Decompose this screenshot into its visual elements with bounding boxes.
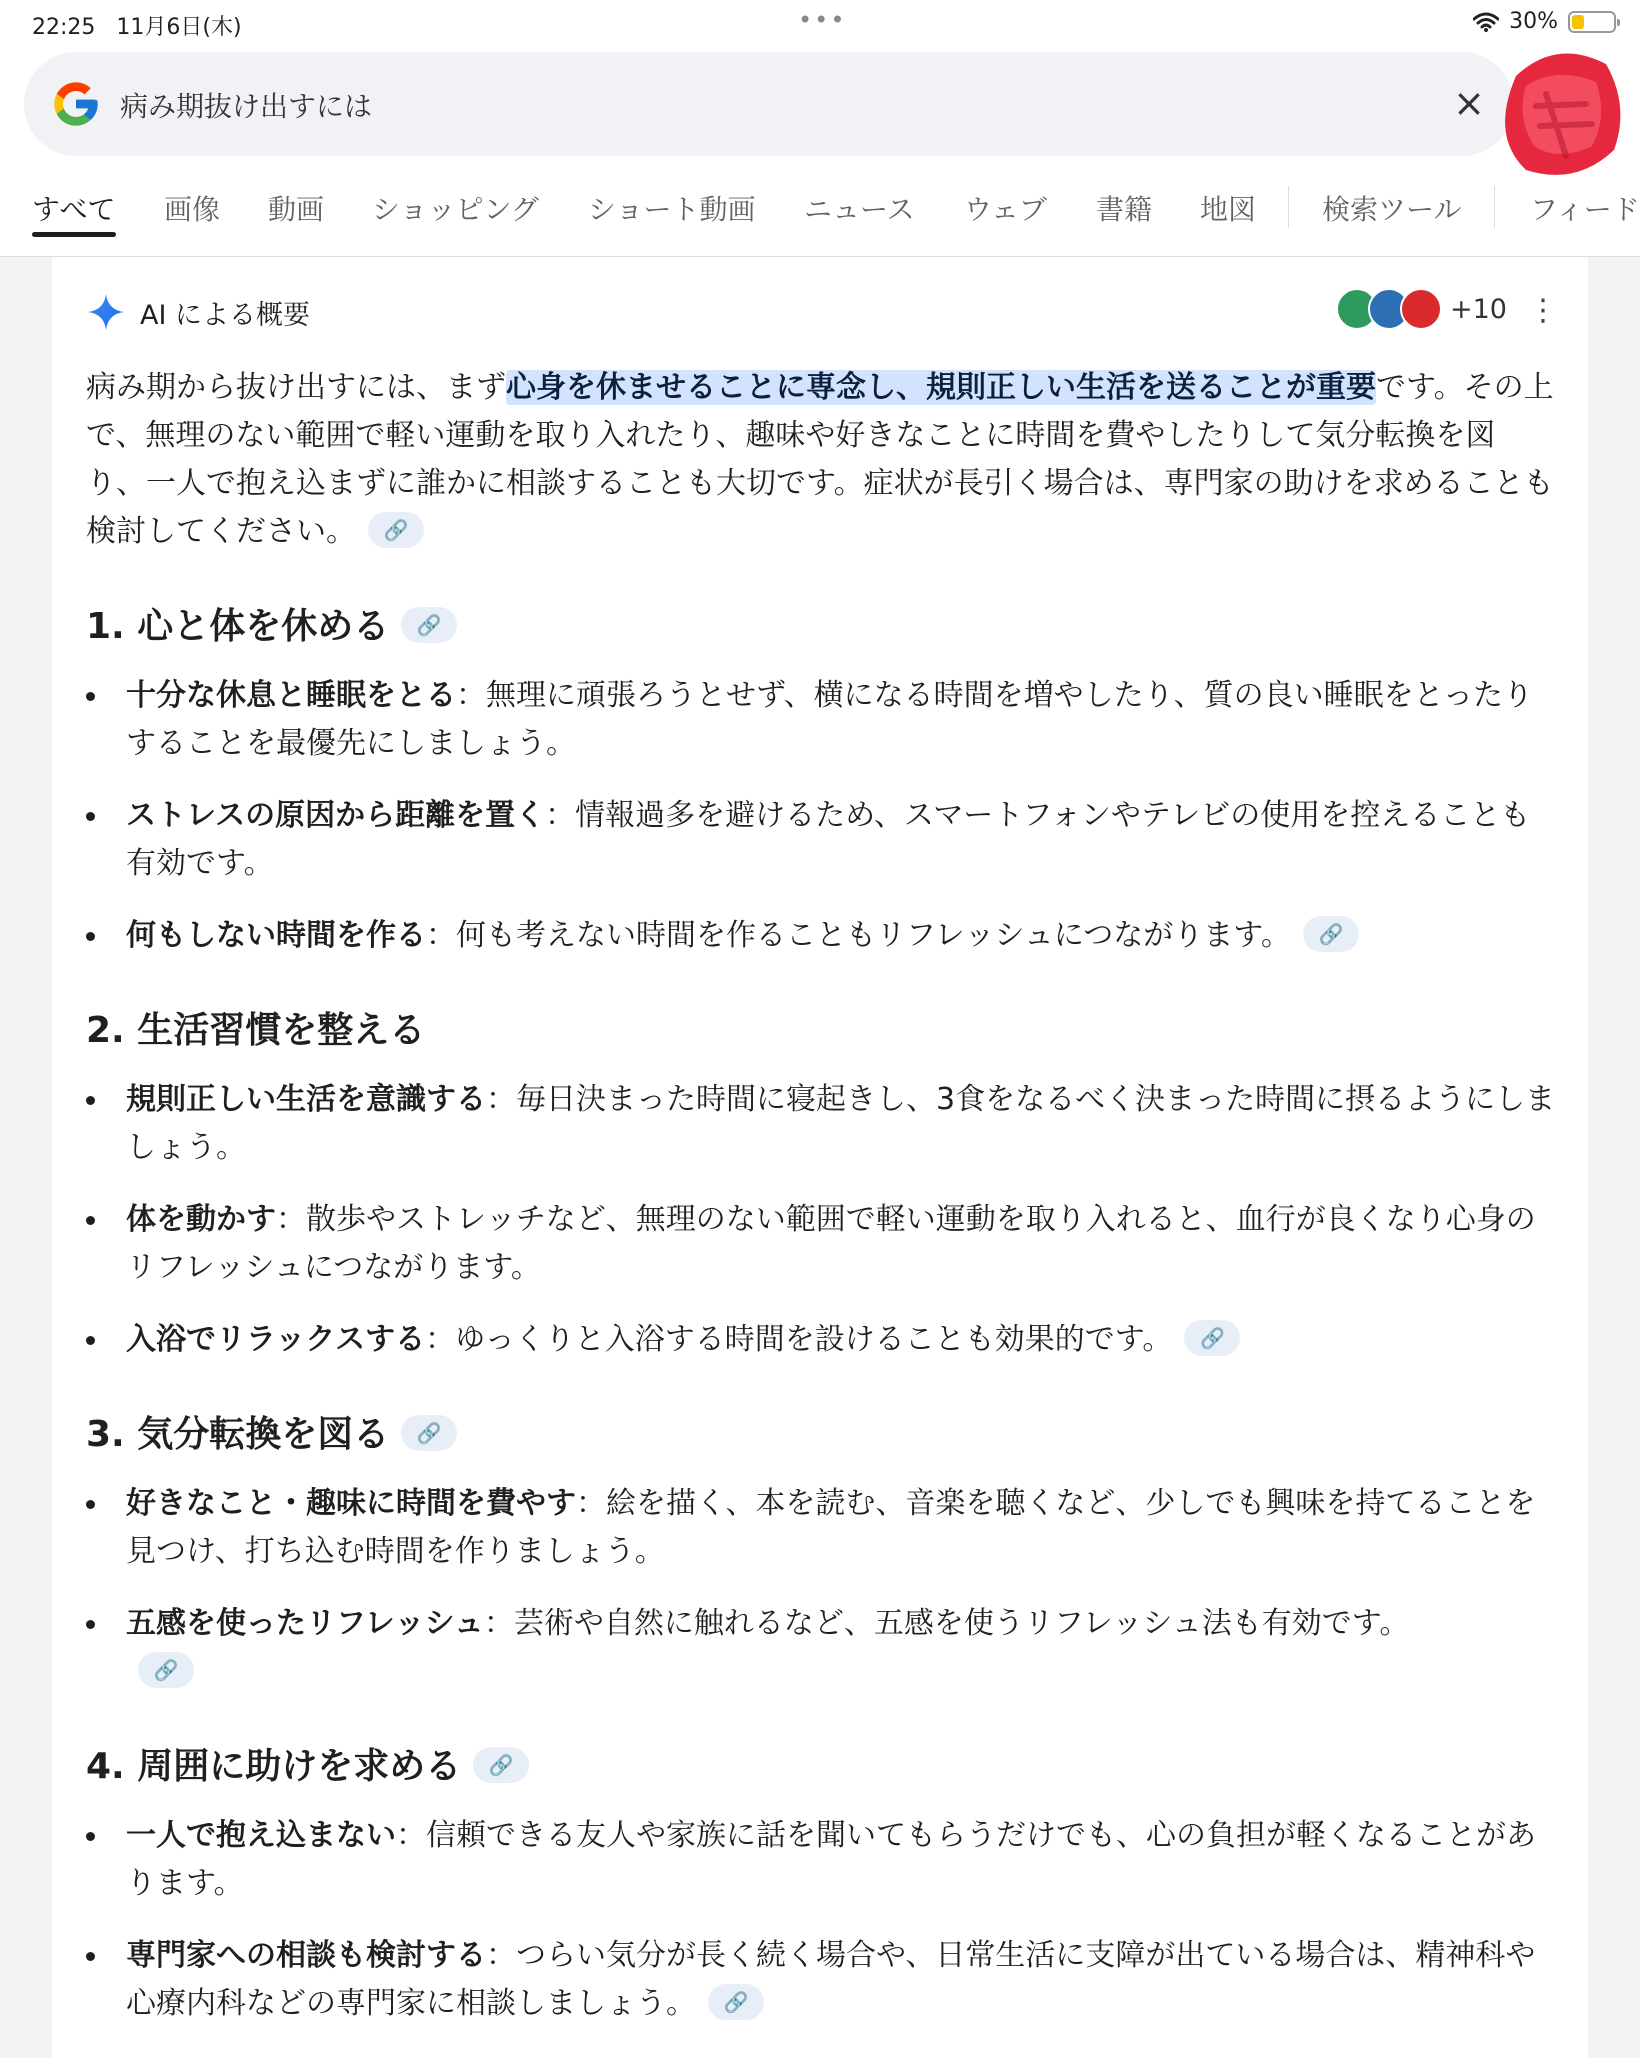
battery-percent: 30%: [1509, 9, 1558, 34]
wifi-icon: [1473, 12, 1499, 32]
list-item: 五感を使ったリフレッシュ：芸術や自然に触れるなど、五感を使うリフレッシュ法も有効です。🔗: [86, 1600, 1556, 1696]
link-chip-icon[interactable]: 🔗: [401, 607, 457, 643]
search-query[interactable]: 病み期抜け出すには: [120, 90, 373, 123]
tab-search-tools[interactable]: 検索ツール: [1322, 193, 1462, 226]
status-bar: [0, 0, 1640, 48]
section-list: [86, 1480, 1556, 1696]
multitasking-dots[interactable]: •••: [798, 6, 847, 34]
link-chip-icon[interactable]: 🔗: [1303, 916, 1359, 952]
tab-active-indicator: [32, 232, 116, 237]
status-time: 22:25 11月6日(木): [32, 15, 242, 40]
tab-books[interactable]: 書籍: [1096, 193, 1153, 226]
source-favicons[interactable]: [1336, 288, 1507, 330]
tab-maps[interactable]: 地図: [1200, 193, 1257, 226]
status-right: [1473, 9, 1616, 34]
section-list: [86, 1812, 1556, 2028]
list-item: 何もしない時間を作る：何も考えない時間を作ることもリフレッシュにつながります。 🔗: [86, 912, 1556, 960]
list-item: 十分な休息と睡眠をとる：無理に頑張ろうとせず、横になる時間を増やしたり、質の良い睡眠をとったりすることを最優先にしましょう。: [86, 672, 1556, 768]
list-item: 一人で抱え込まない：信頼できる友人や家族に話を聞いてもらうだけでも、心の負担が軽くなることがあります。: [86, 1812, 1556, 1908]
ai-overview-header: [86, 292, 310, 332]
section-heading: 1. 心と体を休める 🔗: [86, 598, 457, 649]
tab-feed[interactable]: フィード: [1530, 193, 1640, 226]
tab-videos[interactable]: 動画: [268, 193, 325, 226]
tab-web[interactable]: ウェブ: [964, 193, 1047, 226]
tab-short-videos[interactable]: ショート動画: [588, 193, 756, 226]
source-favicon: [1400, 288, 1442, 330]
link-chip-icon[interactable]: 🔗: [138, 1652, 194, 1688]
tab-divider: [1494, 186, 1495, 228]
close-icon[interactable]: ×: [1453, 81, 1485, 125]
tab-news[interactable]: ニュース: [804, 193, 915, 226]
ai-overview-title: AI による概要: [140, 299, 311, 331]
google-logo-icon: [50, 78, 102, 130]
summary-highlight: 心身を休ませることに専念し、規則正しい生活を送ることが重要: [506, 370, 1376, 405]
list-item: 入浴でリラックスする：ゆっくりと入浴する時間を設けることも効果的です。 🔗: [86, 1316, 1556, 1364]
search-tabs: [0, 178, 1640, 257]
list-item: 体を動かす：散歩やストレッチなど、無理のない範囲で軽い運動を取り入れると、血行が良くなり心身のリフレッシュにつながります。: [86, 1196, 1556, 1292]
link-chip-icon[interactable]: 🔗: [401, 1415, 457, 1451]
more-options-icon[interactable]: ⋮: [1528, 293, 1558, 328]
sparkle-icon: [86, 292, 126, 332]
search-bar[interactable]: [24, 52, 1514, 156]
section-heading: 2. 生活習慣を整える: [86, 1010, 426, 1051]
section-heading: 4. 周囲に助けを求める 🔗: [86, 1738, 529, 1789]
list-item: ストレスの原因から距離を置く：情報過多を避けるため、スマートフォンやテレビの使用を控えることも有効です。: [86, 792, 1556, 888]
avatar[interactable]: [1496, 46, 1624, 180]
link-chip-icon[interactable]: 🔗: [473, 1747, 529, 1783]
tab-divider: [1288, 186, 1289, 228]
list-item: 規則正しい生活を意識する：毎日決まった時間に寝起きし、3食をなるべく決まった時間に摂るようにしましょう。: [86, 1076, 1556, 1172]
list-item: 好きなこと・趣味に時間を費やす：絵を描く、本を読む、音楽を聴くなど、少しでも興味を持てることを見つけ、打ち込む時間を作りましょう。: [86, 1480, 1556, 1576]
list-item: 専門家への相談も検討する：つらい気分が長く続く場合や、日常生活に支障が出ている場合は、精神科や心療内科などの専門家に相談しましょう。 🔗: [86, 1932, 1556, 2028]
link-chip-icon[interactable]: 🔗: [708, 1984, 764, 2020]
tab-images[interactable]: 画像: [164, 193, 221, 226]
sources-count: +10: [1450, 293, 1507, 325]
link-chip-icon[interactable]: 🔗: [368, 512, 424, 548]
ai-overview-summary: 病み期から抜け出すには、まず心身を休ませることに専念し、規則正しい生活を送ることが重要です。その上で、無理のない範囲で軽い運動を取り入れたり、趣味や好きなことに時間を費やしたりして気分転換を図り、一人で抱え込まずに誰かに相談することも大切です。症状が長引く場合は、専門家の助けを求めることも検討してください。 🔗: [86, 370, 1554, 549]
battery-icon: [1568, 11, 1616, 33]
section-heading: 3. 気分転換を図る 🔗: [86, 1406, 457, 1457]
battery-fill: [1572, 15, 1584, 29]
section-list: [86, 1076, 1556, 1364]
link-chip-icon[interactable]: 🔗: [1184, 1320, 1240, 1356]
section-list: [86, 672, 1556, 960]
tab-shopping[interactable]: ショッピング: [372, 193, 539, 226]
tab-all[interactable]: すべて: [32, 193, 116, 226]
